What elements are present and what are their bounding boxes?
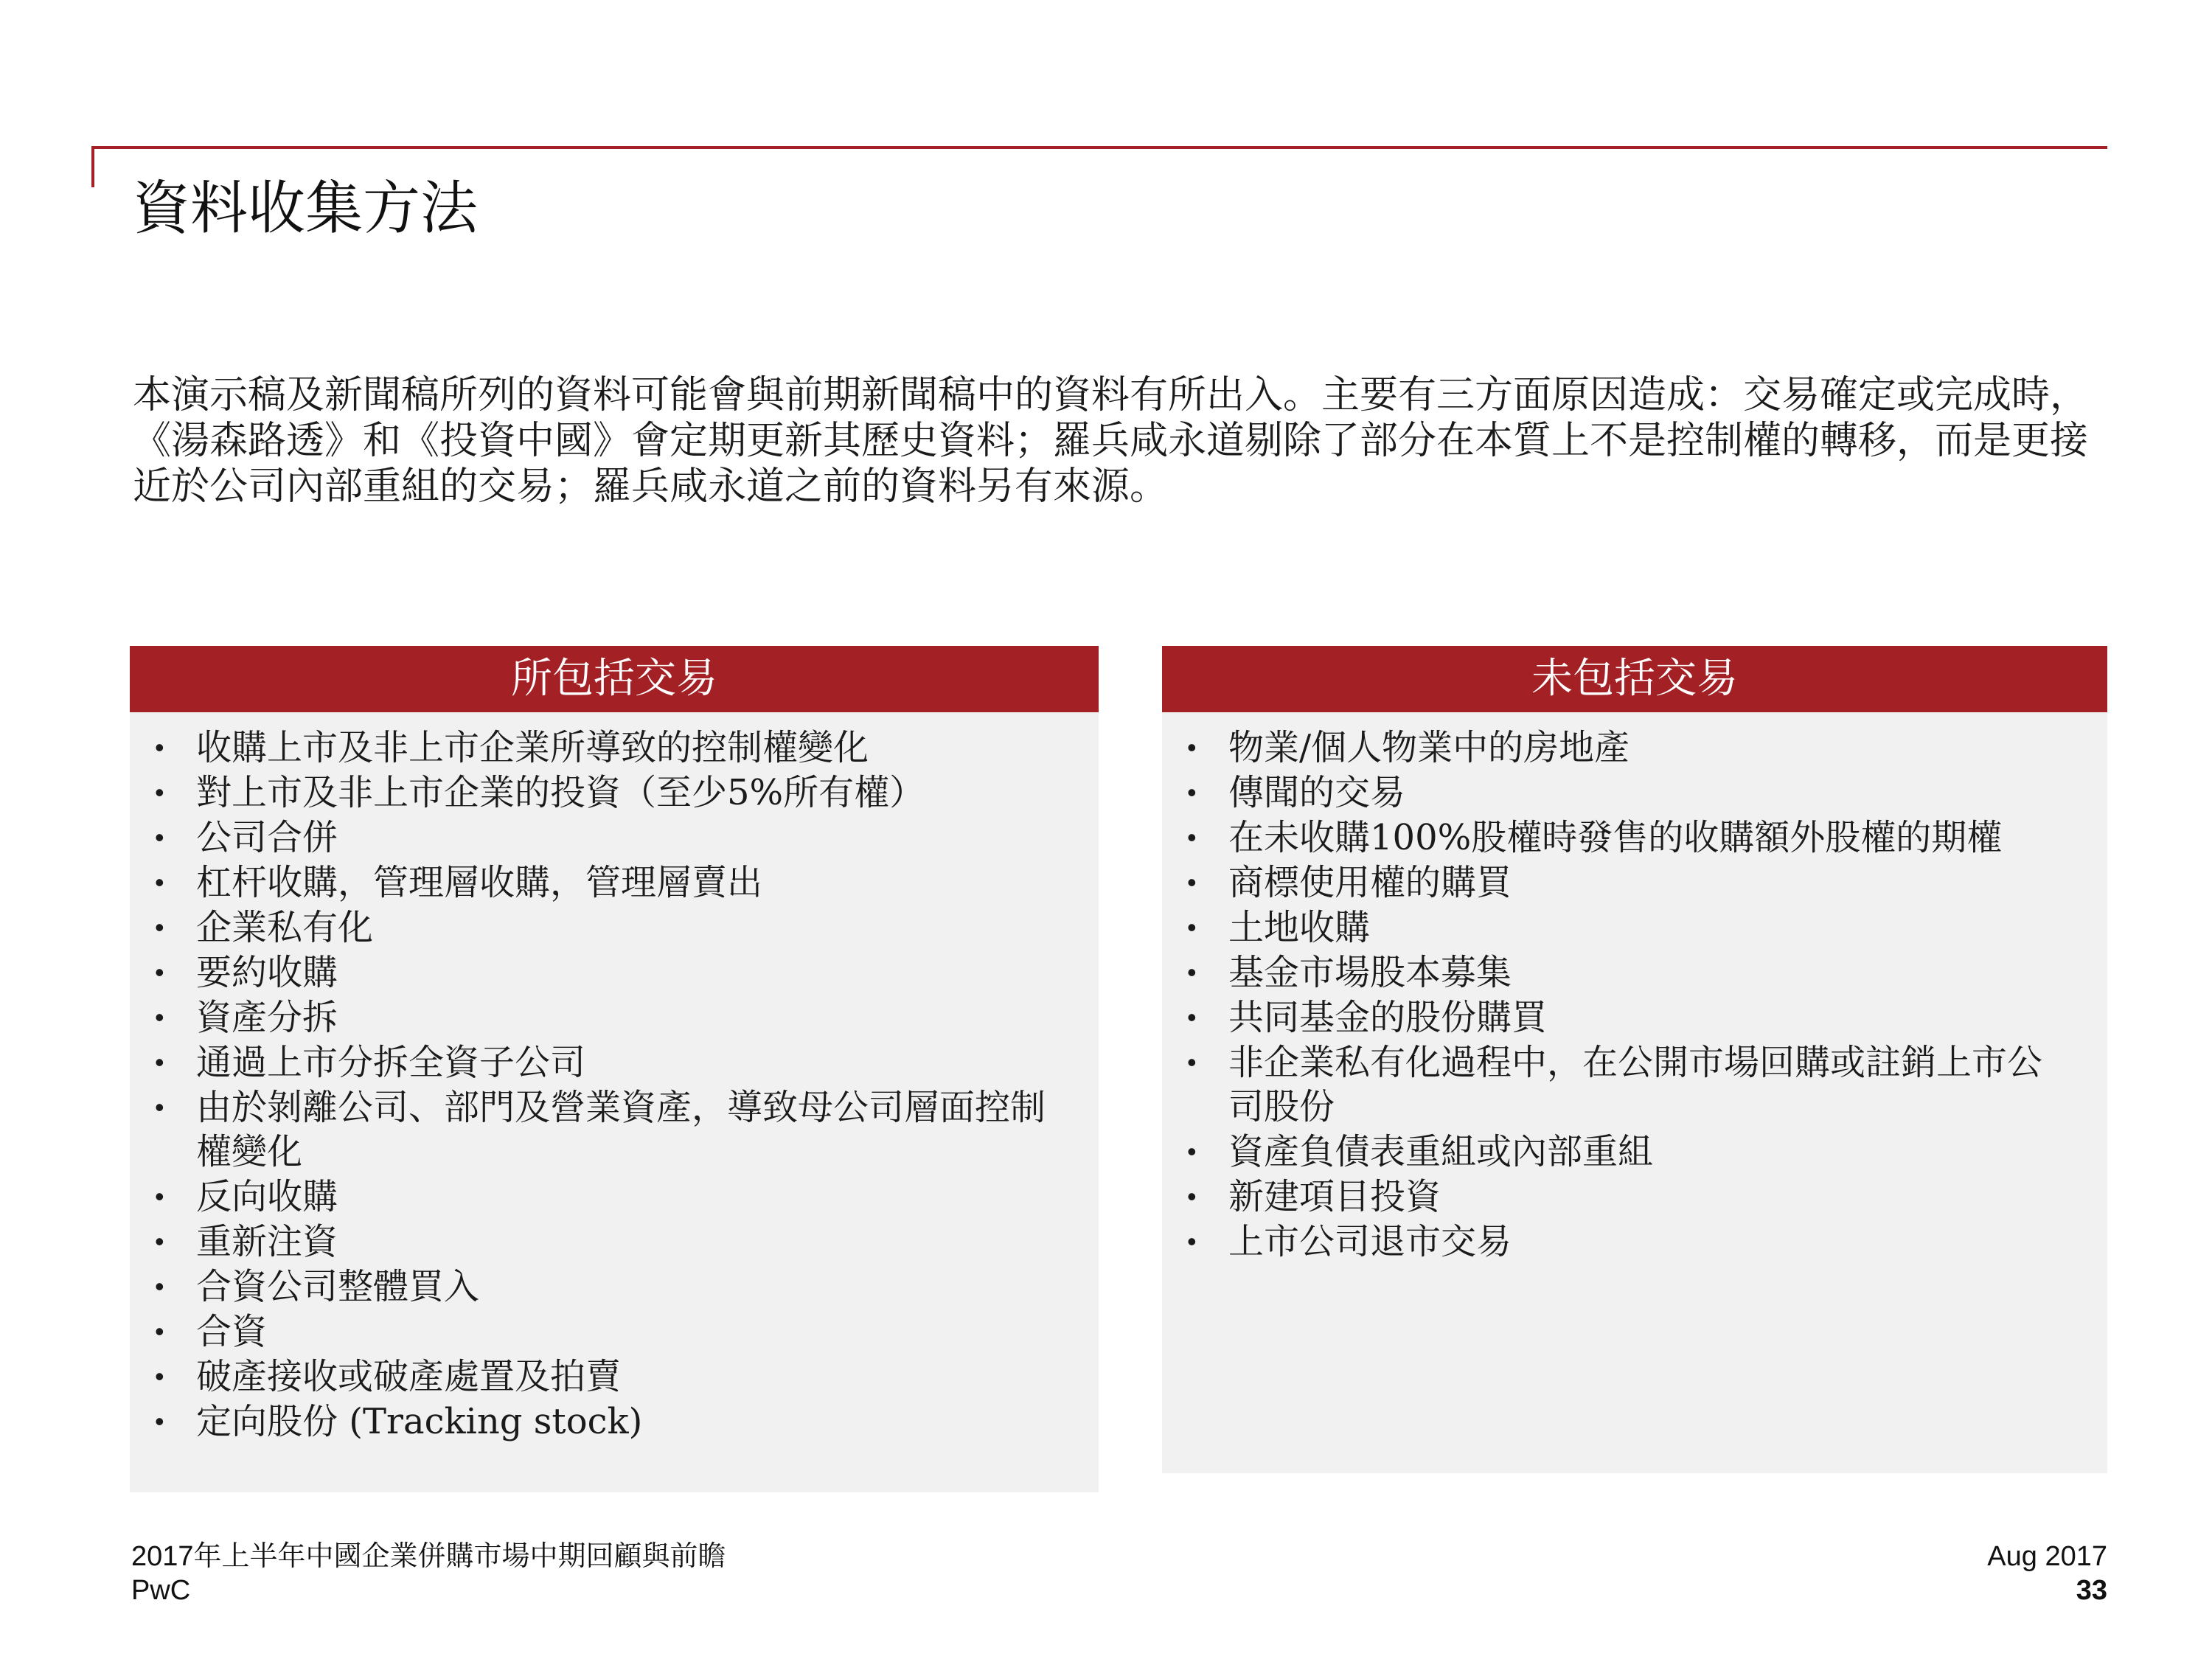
bullet-icon: • (155, 1226, 164, 1256)
page-number: 33 (2076, 1575, 2107, 1606)
list-item-text: 對上市及非上市企業的投資（至少5%所有權） (196, 772, 925, 813)
list-item-text: 反向收購 (196, 1176, 338, 1217)
slide-title: 資料收集方法 (133, 175, 479, 242)
list-item-text: 合資 (196, 1311, 268, 1352)
list-item-text: 要約收購 (196, 952, 338, 993)
list-item-text: 基金市場股本募集 (1228, 952, 1512, 993)
bullet-icon: • (1187, 912, 1197, 942)
list-item-text: 企業私有化 (196, 907, 374, 948)
bullet-icon: • (1187, 957, 1197, 987)
bullet-icon: • (155, 1316, 164, 1346)
footer-report-title: 2017年上半年中國企業併購市場中期回顧與前瞻 (131, 1541, 726, 1572)
list-item (130, 950, 1099, 995)
list-item-text: 通過上市分拆全資子公司 (196, 1042, 586, 1083)
excluded-transactions-header: 未包括交易 (1162, 646, 2107, 712)
list-item (130, 1354, 1099, 1399)
list-item (1162, 860, 2107, 905)
list-item-text: 傳聞的交易 (1228, 772, 1406, 813)
list-item-text: 公司合併 (196, 817, 338, 858)
bullet-icon: • (155, 1002, 164, 1032)
bullet-icon: • (155, 1271, 164, 1301)
list-item-text: 上市公司退市交易 (1228, 1221, 1512, 1262)
title-rule (91, 146, 2107, 149)
bullet-icon: • (1187, 1136, 1197, 1166)
list-item (1162, 1130, 2107, 1174)
list-item (130, 995, 1099, 1040)
list-item (1162, 726, 2107, 770)
bullet-icon: • (1187, 732, 1197, 762)
bullet-icon: • (155, 957, 164, 987)
list-item (130, 905, 1099, 950)
list-item (1162, 1220, 2107, 1264)
list-item (130, 1175, 1099, 1219)
list-item-text: 共同基金的股份購買 (1228, 997, 1548, 1038)
bullet-icon: • (1187, 1181, 1197, 1211)
bullet-icon: • (155, 912, 164, 942)
bullet-icon: • (155, 822, 164, 852)
bullet-icon: • (1187, 1002, 1197, 1032)
list-item-text: 土地收購 (1228, 907, 1371, 948)
bullet-icon: • (1187, 777, 1197, 807)
list-item (130, 1265, 1099, 1309)
list-item-text: 資產負債表重組或內部重組 (1228, 1131, 1654, 1172)
list-item (130, 1220, 1099, 1264)
bullet-icon: • (1187, 867, 1197, 897)
bullet-icon: • (155, 1181, 164, 1211)
bullet-icon: • (155, 867, 164, 897)
list-item (130, 860, 1099, 905)
list-item (1162, 1175, 2107, 1219)
bullet-icon: • (1187, 1047, 1197, 1077)
list-item (1162, 1040, 2107, 1129)
list-item (1162, 771, 2107, 815)
list-item (130, 771, 1099, 815)
list-item (130, 1085, 1099, 1174)
list-item-text: 杠杆收購，管理層收購，管理層賣出 (196, 862, 763, 903)
list-item (130, 1310, 1099, 1354)
title-rule-corner (91, 146, 94, 187)
bullet-icon: • (1187, 1226, 1197, 1256)
list-item-text: 商標使用權的購買 (1228, 862, 1512, 903)
list-item (1162, 995, 2107, 1040)
list-item-text: 由於剝離公司、部門及營業資產，導致母公司層面控制權變化 (196, 1087, 1046, 1172)
bullet-icon: • (155, 1092, 164, 1122)
footer-company: PwC (131, 1575, 191, 1606)
footer-date: Aug 2017 (1987, 1541, 2107, 1572)
included-transactions-list (130, 712, 1099, 1444)
list-item (130, 726, 1099, 770)
list-item (130, 1040, 1099, 1085)
intro-paragraph: 本演示稿及新聞稿所列的資料可能會與前期新聞稿中的資料有所出入。主要有三方面原因造成：交易確定或完成時，《湯森路透》和《投資中國》會定期更新其歷史資料；羅兵咸永道剔除了部分在本質上不是控制權的轉移，而是更接近於公司內部重組的交易；羅兵咸永道之前的資料另有來源。 (133, 373, 2089, 509)
included-transactions-header: 所包括交易 (130, 646, 1099, 712)
footer-left (131, 1540, 726, 1607)
list-item-text: 在未收購100%股權時發售的收購額外股權的期權 (1228, 817, 2003, 858)
list-item-text: 新建項目投資 (1228, 1176, 1441, 1217)
bullet-icon: • (155, 1406, 164, 1436)
list-item (130, 1399, 1099, 1444)
bullet-icon: • (155, 732, 164, 762)
list-item (1162, 950, 2107, 995)
bullet-icon: • (1187, 822, 1197, 852)
list-item-text: 資產分拆 (196, 997, 338, 1038)
list-item (130, 815, 1099, 860)
list-item-text: 破產接收或破產處置及拍賣 (196, 1356, 622, 1397)
bullet-icon: • (155, 1047, 164, 1077)
list-item-text: 物業/個人物業中的房地產 (1228, 727, 1630, 768)
list-item-text: 重新注資 (196, 1221, 338, 1262)
list-item (1162, 815, 2107, 860)
footer-right (1987, 1540, 2107, 1607)
excluded-transactions-panel (1162, 646, 2107, 1473)
list-item-text: 合資公司整體買入 (196, 1266, 480, 1307)
excluded-transactions-list (1162, 712, 2107, 1264)
list-item-text: 非企業私有化過程中，在公開市場回購或註銷上市公司股份 (1228, 1042, 2043, 1127)
list-item (1162, 905, 2107, 950)
bullet-icon: • (155, 777, 164, 807)
included-transactions-panel (130, 646, 1099, 1492)
list-item-text: 定向股份 (Tracking stock) (196, 1401, 643, 1442)
list-item-text: 收購上市及非上市企業所導致的控制權變化 (196, 727, 869, 768)
bullet-icon: • (155, 1361, 164, 1391)
